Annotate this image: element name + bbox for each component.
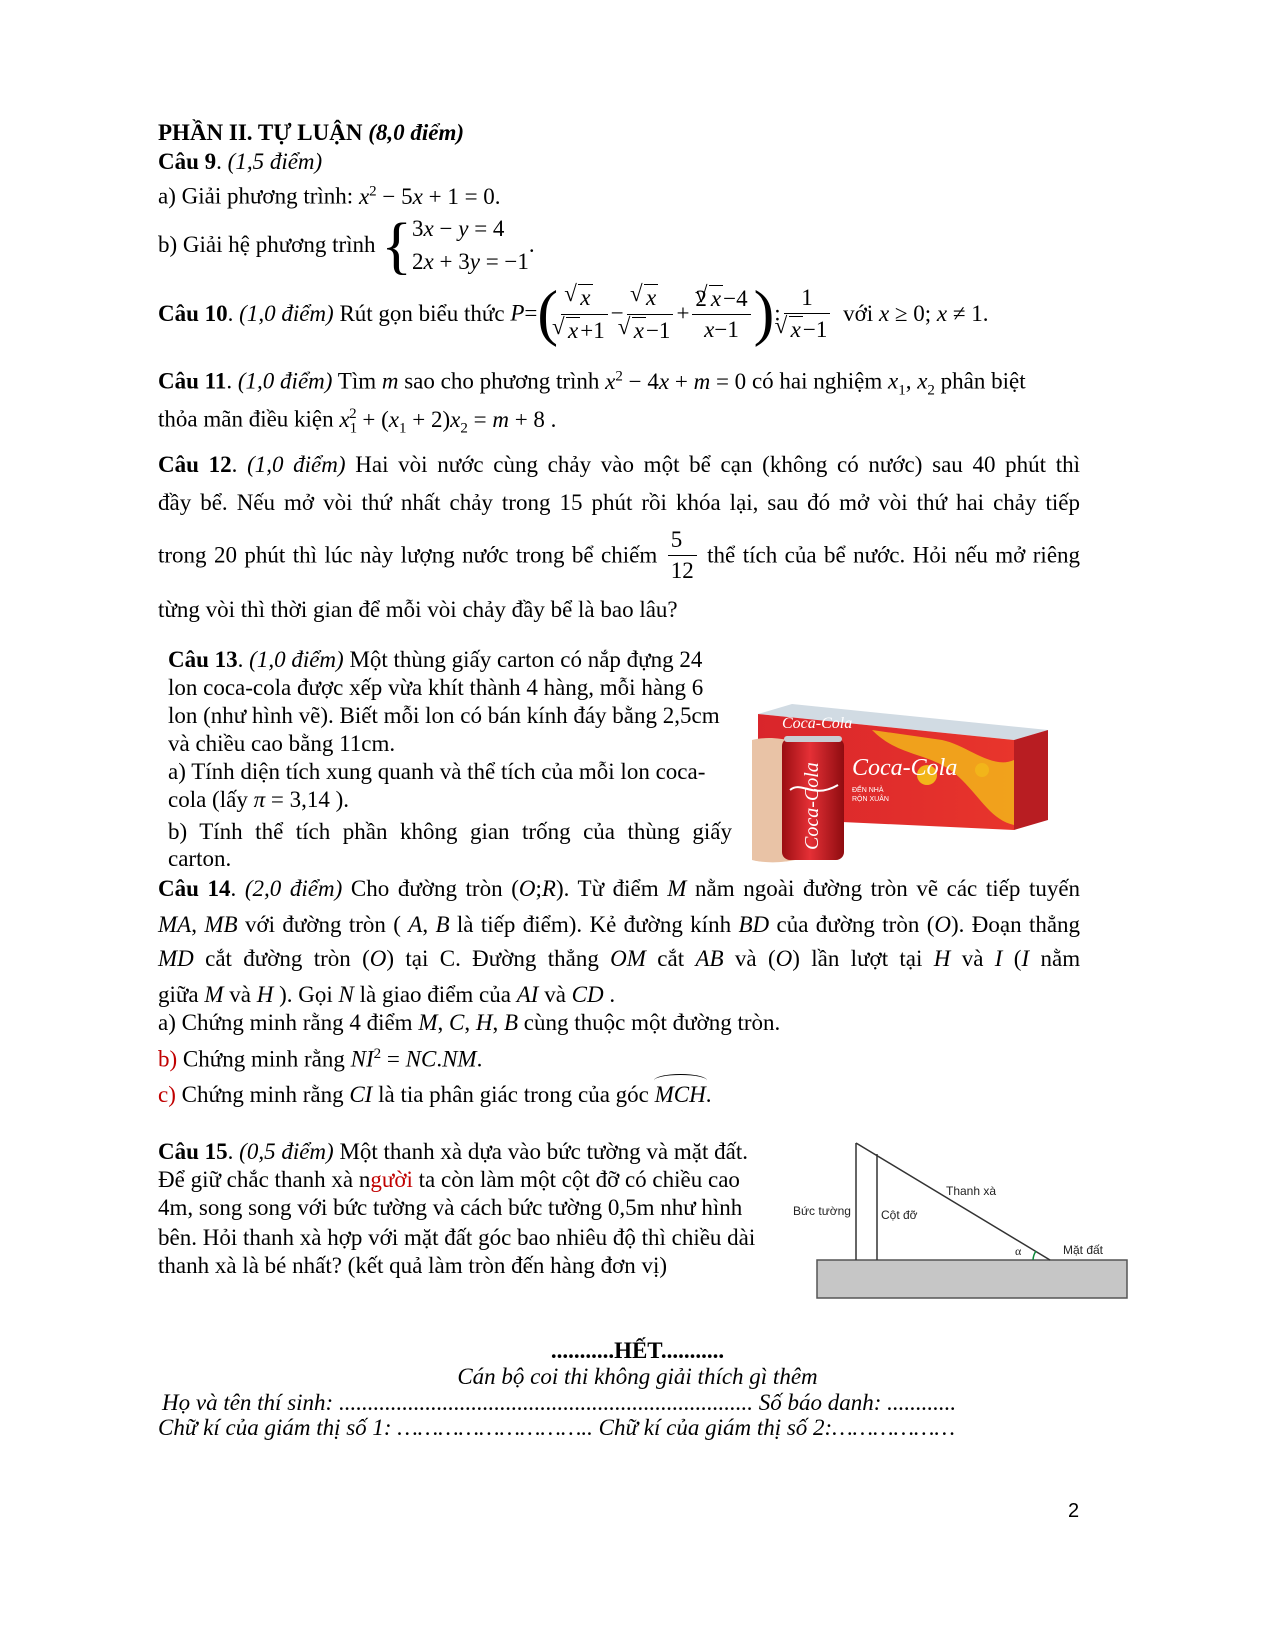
beam-diagram <box>788 1138 1133 1303</box>
box-side <box>1014 730 1048 830</box>
end-marker: ...........HẾT........... <box>550 1338 725 1363</box>
q15-line4: bên. Hỏi thanh xà hợp với mặt đất góc bao nhiêu độ thì chiều dài <box>158 1225 756 1250</box>
q10-condition: x ≥ 0; x ≠ 1. <box>878 300 989 326</box>
q15-line2: Để giữ chắc thanh xà người ta còn làm một cột đỡ có chiều cao <box>158 1167 740 1192</box>
q15-line3: 4m, song song với bức tường và cách bức tường 0,5m như hình <box>158 1195 743 1220</box>
q13-b-line2: carton. <box>168 846 232 871</box>
wall-label: Bức tường <box>793 1204 851 1218</box>
proctor-note: Cán bộ coi thi không giải thích gì thêm <box>457 1364 818 1389</box>
q12-line1: Câu 12. (1,0 điểm) Hai vòi nước cùng chảy vào một bể cạn (không có nước) sau 40 phút thì <box>158 452 1081 477</box>
q14-c: c) Chứng minh rằng CI là tia phân giác trong của góc MCH. <box>158 1082 712 1107</box>
q13-a-line1: a) Tính diện tích xung quanh và thể tích của mỗi lon coca- <box>168 759 706 784</box>
proctor-signature-line: Chữ kí của giám thị số 1: ……………………….. Chữ kí của giám thị số 2:……………… <box>158 1415 955 1440</box>
q14-a: a) Chứng minh rằng 4 điểm M, C, H, B cùng thuộc một đường tròn. <box>158 1010 781 1035</box>
q11-equation: $x^2 - 4x + m = 0$ <box>605 368 747 394</box>
box-caption-2: RỘN XUÂN <box>852 796 889 803</box>
box-brand-text-large: Coca-Cola <box>852 755 958 781</box>
q14-line4: giữa M và H ). Gọi N là giao điểm của AI và CD . <box>158 982 616 1007</box>
q13-line3: lon (như hình vẽ). Biết mỗi lon có bán kính đáy bằng 2,5cm <box>168 703 720 728</box>
page-number: 2 <box>1068 1500 1080 1522</box>
box-caption-1: ĐẾN NHÀ <box>852 787 884 794</box>
part-heading: PHẦN II. TỰ LUẬN (8,0 điểm) <box>158 120 465 145</box>
alpha-label: α <box>1015 1244 1022 1258</box>
q15-line1: Câu 15. (0,5 điểm) Một thanh xà dựa vào bức tường và mặt đất. <box>158 1139 748 1164</box>
beam-label: Thanh xà <box>946 1184 997 1198</box>
q14-line1: Câu 14. (2,0 điểm) Cho đường tròn (O;R). Từ điểm M nằm ngoài đường tròn vẽ các tiếp tuyến <box>158 876 1081 901</box>
q10: Câu 10. (1,0 điểm) Rút gọn biểu thức P=( √ x √ x+1 − √ x √ x−1 + $\frac{2√ x-4}{x-1}$ ): 1 √ x−1 với x ≥ 0; x ≠ 1. <box>158 283 989 345</box>
candidate-name-line: Họ và tên thí sinh: ........................................................................ Số báo danh: ............ <box>162 1390 957 1415</box>
q9-heading: Câu 9. (1,5 điểm) <box>158 149 323 174</box>
q12-fraction: $\frac{5}{12}$ <box>668 527 697 585</box>
gold-flower <box>975 763 989 777</box>
post-label: Cột đỡ <box>881 1208 918 1222</box>
box-brand-text: Coca-Cola <box>782 715 853 732</box>
q14-b: b) Chứng minh rằng $NI^2 = NC.NM$. <box>158 1046 483 1072</box>
ground-block <box>817 1260 1127 1298</box>
q9-b-system: 3x − y = 4 2x + 3y = −1 <box>412 216 529 275</box>
q13-line2: lon coca-cola được xếp vừa khít thành 4 hàng, mỗi hàng 6 <box>168 675 704 700</box>
ground-label: Mặt đất <box>1063 1243 1104 1257</box>
q10-expression: P=( √ x √ x+1 − √ x √ x−1 + $\frac{2√ x-4}{x-1}$ ): 1 √ x−1 <box>510 299 839 324</box>
q9-b: b) Giải hệ phương trình {3x − y = 4 2x + 3y = −1. <box>158 209 535 281</box>
alpha-arc <box>1033 1251 1036 1260</box>
q11-condition: $x_1^2 + (x_1 + 2)x_2 = m + 8$ . <box>339 406 557 437</box>
q12-line4: từng vòi thì thời gian để mỗi vòi chảy đầy bể là bao lâu? <box>158 597 678 622</box>
q15-line5: thanh xà là bé nhất? (kết quả làm tròn đến hàng đơn vị) <box>158 1253 668 1278</box>
q11-line1: Câu 11. (1,0 điểm) Tìm m sao cho phương trình $x^2 - 4x + m = 0$ có hai nghiệm $x_1$, $x_2$ phân biệt <box>158 368 1026 399</box>
q12-line3: trong 20 phút thì lúc này lượng nước trong bể chiếm $\frac{5}{12}$ thể tích của bể nước. Hỏi nếu mở riêng <box>158 527 1081 584</box>
coca-cola-box-image <box>752 700 1052 865</box>
q12-line2: đầy bể. Nếu mở vòi thứ nhất chảy trong 15 phút rồi khóa lại, sau đó mở vòi thứ hai chảy tiếp <box>158 490 1080 515</box>
beam-line <box>856 1143 1050 1260</box>
system-brace: { <box>381 209 413 281</box>
q13-line1: Câu 13. (1,0 điểm) Một thùng giấy carton có nắp đựng 24 <box>168 647 703 672</box>
q13-b-line1: b) Tính thể tích phần không gian trống của thùng giấy <box>168 819 732 844</box>
q13-line4: và chiều cao bằng 11cm. <box>168 731 396 756</box>
q14-line2: MA, MB với đường tròn ( A, B là tiếp điểm). Kẻ đường kính BD của đường tròn (O). Đoạn thẳng <box>158 912 1081 937</box>
q11-line2: thỏa mãn điều kiện $x_1^2 + (x_1 + 2)x_2 = m + 8$ . <box>158 406 557 437</box>
q9-a-equation: $x^2 - 5x + 1 = 0$. <box>358 183 501 209</box>
angle-mch: MCH <box>654 1082 706 1107</box>
q14-line3: MD cắt đường tròn (O) tại C. Đường thẳng OM cắt AB và (O) lần lượt tại H và I (I nằm <box>158 946 1081 971</box>
q13-a-line2: cola (lấy π = 3,14 ). <box>168 787 349 812</box>
can-brand-text: Coca-Cola <box>801 762 823 850</box>
q9-a: a) Giải phương trình: $x^2 - 5x + 1 = 0$. <box>158 183 501 209</box>
can-top <box>784 736 842 742</box>
